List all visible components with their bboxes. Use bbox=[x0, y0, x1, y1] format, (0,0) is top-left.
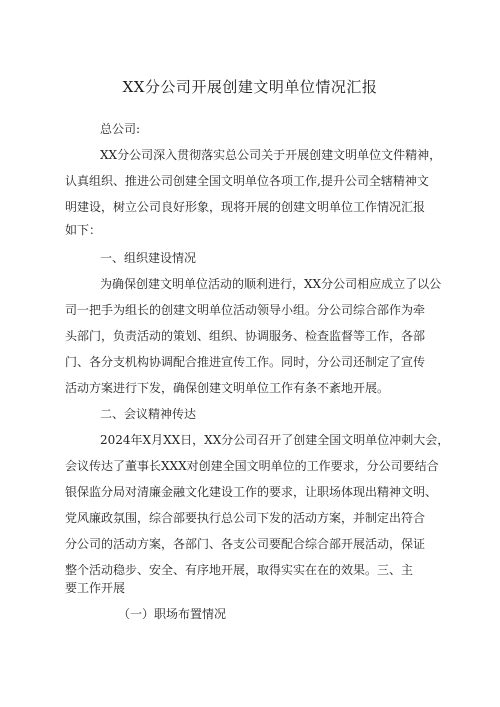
intro-line: XX分公司深入贯彻落实总公司关于开展创建文明单位文件精神， bbox=[100, 148, 442, 162]
paragraph-line: 门、各分支机构协调配合推进宣传工作。同时，分公司还制定了宣传 bbox=[65, 355, 426, 369]
section-heading: 一、组织建设情况 bbox=[100, 251, 197, 265]
intro-line: 认真组织、推进公司创建全国文明单位各项工作,提升公司全辖精神文 bbox=[65, 174, 429, 188]
paragraph-line: 为确保创建文明单位活动的顺利进行，XX分公司相应成立了以公 bbox=[100, 277, 442, 291]
paragraph-line: 整个活动稳步、安全、有序地开展，取得实实在在的效果。三、主 bbox=[65, 563, 414, 577]
paragraph-line: 银保监分局对清廉金融文化建设工作的要求，让职场体现出精神文明、 bbox=[65, 485, 438, 499]
paragraph-line: 司一把手为组长的创建文明单位活动领导小组。分公司综合部作为牵 bbox=[65, 303, 426, 317]
subsection-heading: （一）职场布置情况 bbox=[118, 607, 227, 621]
paragraph-line: 2024年X月XX日，XX分公司召开了创建全国文明单位冲刺大会， bbox=[100, 433, 450, 447]
paragraph-line: 头部门，负责活动的策划、组织、协调服务、检查监督等工作，各部 bbox=[65, 329, 426, 343]
paragraph-line: 活动方案进行下发，确保创建文明单位工作有条不紊地开展。 bbox=[65, 381, 390, 395]
salutation: 总公司: bbox=[100, 122, 141, 136]
intro-line: 如下： bbox=[65, 223, 102, 237]
paragraph-line: 党风廉政氛围，综合部要执行总公司下发的活动方案，并制定出符合 bbox=[65, 511, 426, 525]
paragraph-line: 要工作开展 bbox=[65, 581, 126, 595]
paragraph-line: 分公司的活动方案，各部门、各支公司要配合综合部开展活动，保证 bbox=[65, 537, 426, 551]
document-title: XX分公司开展创建文明单位情况汇报 bbox=[122, 78, 378, 96]
paragraph-line: 会议传达了董事长XXX对创建全国文明单位的工作要求，分公司要结合 bbox=[65, 459, 439, 473]
intro-line: 明建设，树立公司良好形象，现将开展的创建文明单位工作情况汇报 bbox=[65, 200, 426, 214]
section-heading: 二、会议精神传达 bbox=[100, 407, 197, 421]
